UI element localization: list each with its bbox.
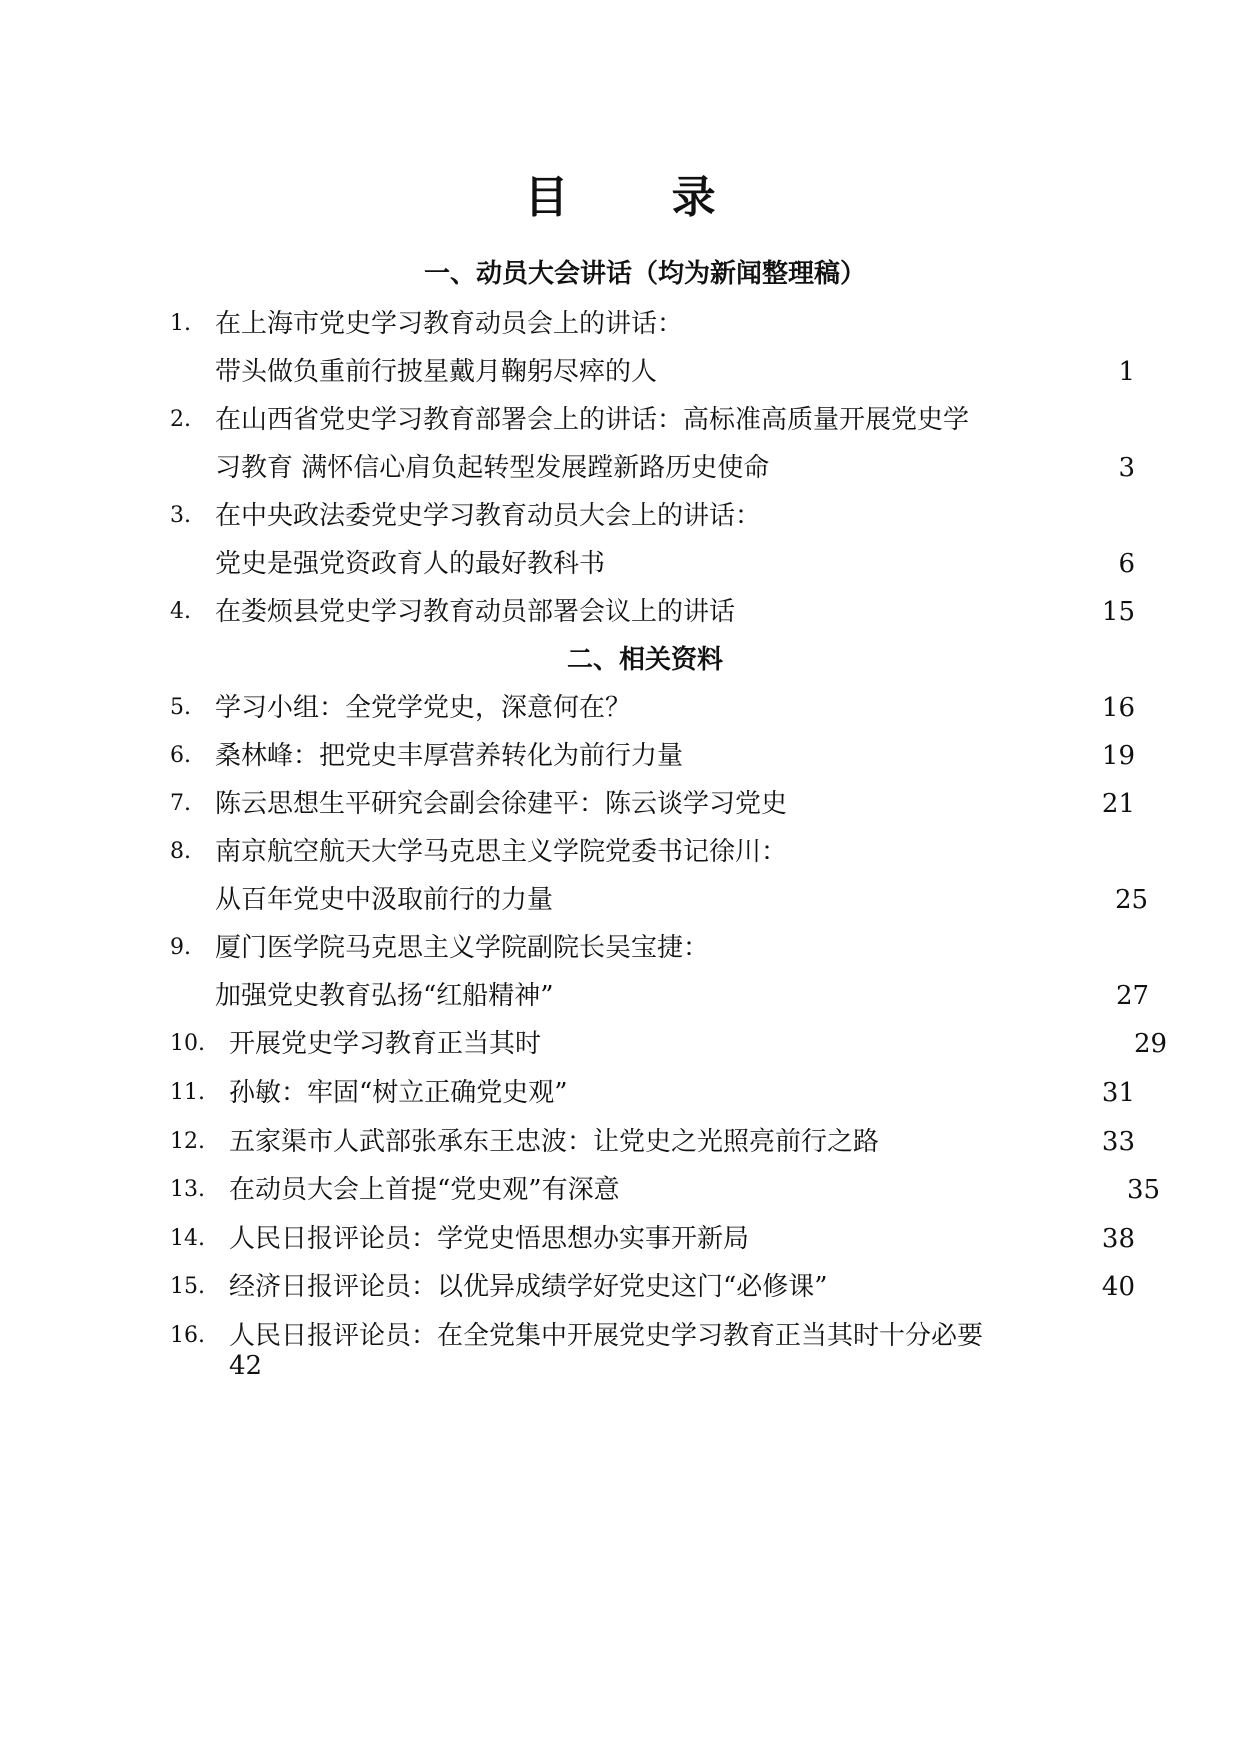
toc-entry[interactable] (170, 398, 1170, 442)
entry-number: 13. (170, 1177, 205, 1202)
entry-page-number: 29 (1134, 1029, 1168, 1059)
toc-entry-continuation[interactable] (170, 1344, 1170, 1388)
entry-number: 7. (170, 791, 191, 816)
entry-number: 4. (170, 599, 191, 624)
entry-page-number: 31 (1101, 1078, 1135, 1108)
toc-entry[interactable] (170, 830, 1170, 874)
entry-number: 9. (170, 935, 191, 960)
toc-entry[interactable] (170, 302, 1170, 346)
toc-entry[interactable] (170, 1022, 1170, 1066)
toc-entry[interactable] (170, 1120, 1170, 1164)
entry-number: 16. (170, 1323, 205, 1348)
toc-entry-continuation[interactable] (170, 542, 1170, 586)
toc-entry[interactable] (170, 686, 1170, 730)
toc-entry-continuation[interactable] (170, 350, 1170, 394)
page-title: 目 录 (524, 172, 760, 223)
entry-title: 五家渠市人武部张承东王忠波：让党史之光照亮前行之路 (229, 1127, 880, 1157)
entry-page-number: 21 (1101, 789, 1135, 819)
toc-entry[interactable] (170, 1168, 1170, 1212)
entry-page-number: 40 (1101, 1272, 1135, 1302)
entry-title: 加强党史教育弘扬“红船精神” (215, 981, 554, 1011)
entry-number: 10. (170, 1031, 205, 1056)
toc-entry[interactable] (170, 782, 1170, 826)
entry-page-number: 15 (1101, 597, 1135, 627)
entry-number: 14. (170, 1226, 205, 1251)
entry-number: 8. (170, 839, 191, 864)
toc-entry[interactable] (170, 1071, 1170, 1115)
entry-title: 孙敏：牢固“树立正确党史观” (229, 1078, 568, 1108)
toc-entry[interactable] (170, 734, 1170, 778)
entry-number: 3. (170, 503, 191, 528)
entry-page-number: 35 (1127, 1175, 1161, 1205)
entry-title: 在娄烦县党史学习教育动员部署会议上的讲话 (215, 597, 736, 627)
entry-number: 2. (170, 407, 191, 432)
entry-number: 15. (170, 1274, 205, 1299)
entry-title: 陈云思想生平研究会副会徐建平：陈云谈学习党史 (215, 789, 788, 819)
entry-title: 开展党史学习教育正当其时 (229, 1029, 542, 1059)
entry-title: 从百年党史中汲取前行的力量 (215, 885, 554, 915)
entry-title: 人民日报评论员：在全党集中开展党史学习教育正当其时十分必要 (229, 1321, 984, 1351)
entry-title: 在动员大会上首提“党史观”有深意 (229, 1175, 620, 1205)
entry-title: 人民日报评论员：学党史悟思想办实事开新局 (229, 1224, 750, 1254)
entry-title: 厦门医学院马克思主义学院副院长吴宝捷： (215, 933, 710, 963)
entry-page-number: 27 (1116, 981, 1150, 1011)
toc-entry-continuation[interactable] (170, 878, 1170, 922)
entry-number: 6. (170, 743, 191, 768)
entry-title: 南京航空航天大学马克思主义学院党委书记徐川： (215, 837, 788, 867)
entry-page-number: 6 (1118, 549, 1135, 579)
entry-title: 在上海市党史学习教育动员会上的讲话： (215, 309, 684, 339)
entry-page-number: 33 (1101, 1127, 1135, 1157)
entry-title: 学习小组：全党学党史，深意何在？ (215, 693, 632, 723)
entry-title: 党史是强党资政育人的最好教科书 (215, 549, 606, 579)
entry-page-number: 1 (1118, 357, 1135, 387)
toc-entry[interactable] (170, 590, 1170, 634)
entry-number: 11. (170, 1080, 205, 1105)
entry-number: 12. (170, 1129, 205, 1154)
toc-entry[interactable] (170, 1217, 1170, 1261)
toc-entry[interactable] (170, 926, 1170, 970)
section-heading: 二、相关资料 (566, 645, 723, 675)
entry-title: 习教育 满怀信心肩负起转型发展蹚新路历史使命 (215, 453, 770, 483)
entry-page-number: 19 (1101, 741, 1135, 771)
entry-title: 桑林峰：把党史丰厚营养转化为前行力量 (215, 741, 684, 771)
entry-page-number: 42 (229, 1351, 263, 1381)
entry-title: 经济日报评论员：以优异成绩学好党史这门“必修课” (229, 1272, 828, 1302)
toc-entry[interactable] (170, 1265, 1170, 1309)
toc-entry[interactable] (170, 494, 1170, 538)
entry-title: 在山西省党史学习教育部署会上的讲话：高标准高质量开展党史学 (215, 405, 970, 435)
toc-entry-continuation[interactable] (170, 974, 1170, 1018)
entry-number: 5. (170, 695, 191, 720)
entry-title: 在中央政法委党史学习教育动员大会上的讲话： (215, 501, 762, 531)
toc-entry-continuation[interactable] (170, 446, 1170, 490)
entry-title: 带头做负重前行披星戴月鞠躬尽瘁的人 (215, 357, 658, 387)
section-heading: 一、动员大会讲话（均为新闻整理稿） (423, 259, 866, 289)
entry-page-number: 25 (1115, 885, 1149, 915)
entry-page-number: 3 (1118, 453, 1135, 483)
entry-page-number: 16 (1101, 693, 1135, 723)
entry-page-number: 38 (1101, 1224, 1135, 1254)
entry-number: 1. (170, 311, 191, 336)
